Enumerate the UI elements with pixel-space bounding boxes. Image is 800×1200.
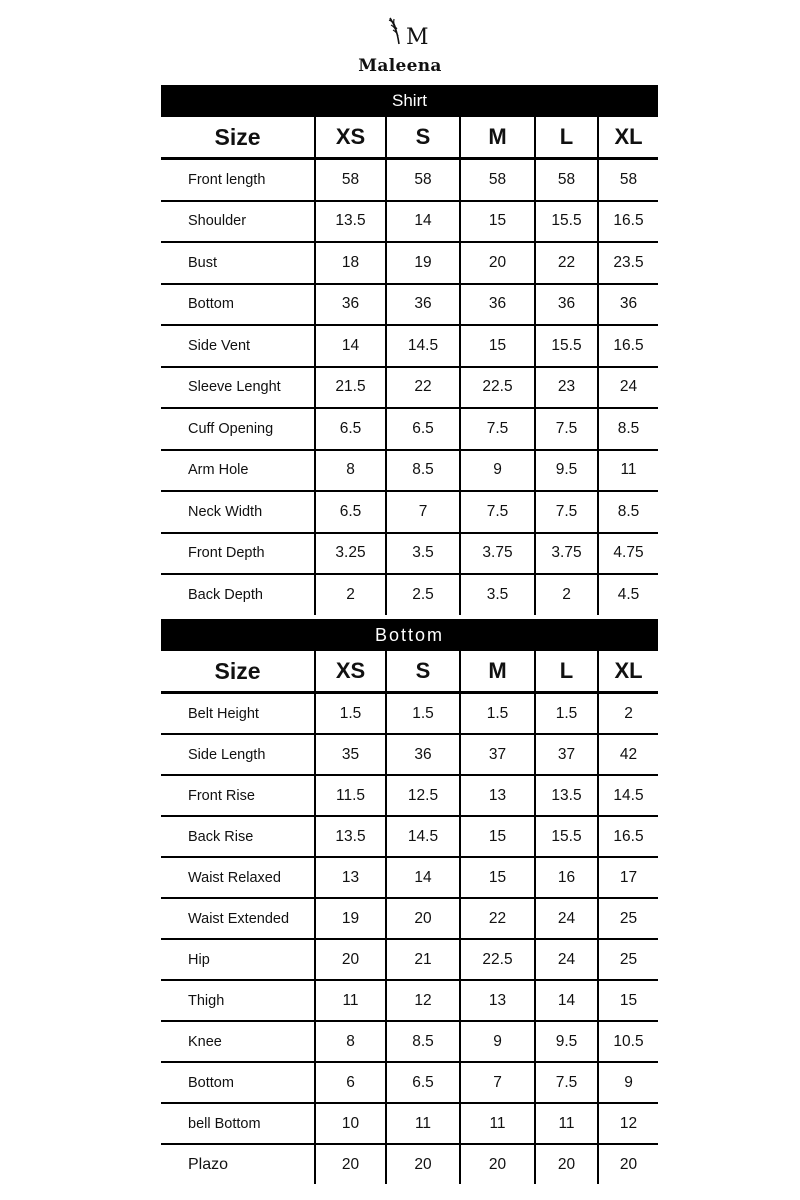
measurement-value: 13	[315, 857, 386, 898]
measurement-value: 4.75	[598, 533, 658, 575]
measurement-value: 18	[315, 242, 386, 284]
measurement-value: 8.5	[386, 1021, 460, 1062]
table-title: Shirt	[161, 85, 658, 117]
measurement-value: 3.75	[535, 533, 598, 575]
measurement-value: 23.5	[598, 242, 658, 284]
table-row	[161, 367, 658, 409]
measurement-value: 13	[460, 775, 535, 816]
measurement-value: 6.5	[315, 408, 386, 450]
measurement-value: 15	[460, 857, 535, 898]
measurement-value: 3.75	[460, 533, 535, 575]
measurement-value: 15.5	[535, 201, 598, 243]
size-m-header: M	[460, 651, 535, 693]
size-xl-header: XL	[598, 117, 658, 159]
table-banner	[161, 619, 658, 651]
measurement-value: 1.5	[535, 693, 598, 735]
measurement-value: 15.5	[535, 325, 598, 367]
shirt-size-table	[161, 85, 658, 615]
measurement-value: 22.5	[460, 367, 535, 409]
measurement-value: 7.5	[535, 491, 598, 533]
measurement-value: 1.5	[315, 693, 386, 735]
measurement-value: 22.5	[460, 939, 535, 980]
measurement-value: 2	[535, 574, 598, 615]
measurement-value: 6.5	[386, 1062, 460, 1103]
measurement-value: 15	[460, 325, 535, 367]
table-row	[161, 816, 658, 857]
measurement-value: 25	[598, 898, 658, 939]
measurement-label: Neck Width	[161, 491, 315, 533]
measurement-value: 6.5	[315, 491, 386, 533]
measurement-label: bell Bottom	[161, 1103, 315, 1144]
table-row	[161, 201, 658, 243]
measurement-value: 36	[460, 284, 535, 326]
measurement-label: Sleeve Lenght	[161, 367, 315, 409]
table-title: Bottom	[161, 619, 658, 651]
measurement-value: 14	[535, 980, 598, 1021]
measurement-value: 14.5	[386, 325, 460, 367]
measurement-value: 10.5	[598, 1021, 658, 1062]
table-row	[161, 1144, 658, 1184]
measurement-value: 7.5	[460, 491, 535, 533]
measurement-value: 11	[315, 980, 386, 1021]
size-header-row	[161, 651, 658, 693]
measurement-value: 2	[315, 574, 386, 615]
measurement-label: Waist Extended	[161, 898, 315, 939]
measurement-value: 8.5	[386, 450, 460, 492]
size-xs-header: XS	[315, 651, 386, 693]
measurement-value: 11	[460, 1103, 535, 1144]
measurement-value: 58	[535, 159, 598, 201]
measurement-value: 2	[598, 693, 658, 735]
table-row	[161, 1021, 658, 1062]
measurement-value: 22	[535, 242, 598, 284]
table-row	[161, 857, 658, 898]
measurement-value: 37	[535, 734, 598, 775]
measurement-value: 7	[460, 1062, 535, 1103]
measurement-value: 6	[315, 1062, 386, 1103]
measurement-value: 20	[315, 939, 386, 980]
measurement-value: 36	[315, 284, 386, 326]
measurement-value: 8.5	[598, 491, 658, 533]
table-row	[161, 284, 658, 326]
svg-text:M: M	[406, 25, 429, 50]
measurement-value: 58	[386, 159, 460, 201]
measurement-value: 2.5	[386, 574, 460, 615]
measurement-value: 3.5	[460, 574, 535, 615]
measurement-label: Shoulder	[161, 201, 315, 243]
measurement-value: 3.25	[315, 533, 386, 575]
measurement-value: 24	[598, 367, 658, 409]
measurement-value: 16	[535, 857, 598, 898]
measurement-value: 20	[535, 1144, 598, 1184]
measurement-label: Belt Height	[161, 693, 315, 735]
measurement-value: 9	[598, 1062, 658, 1103]
feather-m-monogram-icon	[380, 14, 429, 50]
measurement-value: 58	[315, 159, 386, 201]
size-s-header: S	[386, 651, 460, 693]
measurement-value: 9.5	[535, 1021, 598, 1062]
brand-name: Maleena	[358, 56, 442, 76]
measurement-value: 36	[598, 284, 658, 326]
table-row	[161, 533, 658, 575]
size-l-header: L	[535, 117, 598, 159]
measurement-value: 36	[386, 284, 460, 326]
measurement-value: 36	[386, 734, 460, 775]
measurement-label: Front Depth	[161, 533, 315, 575]
measurement-value: 14.5	[386, 816, 460, 857]
measurement-value: 11	[386, 1103, 460, 1144]
measurement-label: Arm Hole	[161, 450, 315, 492]
measurement-label: Waist Relaxed	[161, 857, 315, 898]
measurement-value: 21	[386, 939, 460, 980]
table-row	[161, 898, 658, 939]
bottom-size-table	[161, 619, 658, 1184]
measurement-value: 20	[315, 1144, 386, 1184]
measurement-label: Back Depth	[188, 586, 263, 603]
measurement-value: 11	[598, 450, 658, 492]
measurement-value: 14	[386, 201, 460, 243]
measurement-value: 14	[386, 857, 460, 898]
measurement-value: 21.5	[315, 367, 386, 409]
measurement-value: 22	[386, 367, 460, 409]
table-row	[161, 242, 658, 284]
measurement-value: 8	[315, 450, 386, 492]
measurement-label: Bust	[161, 242, 315, 284]
measurement-label: Knee	[161, 1021, 315, 1062]
measurement-value: 7.5	[535, 1062, 598, 1103]
measurement-value: 13.5	[535, 775, 598, 816]
measurement-value: 20	[460, 1144, 535, 1184]
table-row	[161, 450, 658, 492]
size-xs-header: XS	[315, 117, 386, 159]
measurement-value: 7.5	[460, 408, 535, 450]
measurement-value: 7.5	[535, 408, 598, 450]
measurement-value: 19	[386, 242, 460, 284]
measurement-value: 23	[535, 367, 598, 409]
table-row	[161, 325, 658, 367]
measurement-value: 15	[460, 201, 535, 243]
measurement-value: 9	[460, 1021, 535, 1062]
measurement-value: 15	[460, 816, 535, 857]
measurement-value: 1.5	[386, 693, 460, 735]
size-s-header: S	[386, 117, 460, 159]
measurement-value: 20	[386, 898, 460, 939]
measurement-value: 11	[535, 1103, 598, 1144]
measurement-label: Cuff Opening	[161, 408, 315, 450]
measurement-value: 37	[460, 734, 535, 775]
measurement-value: 15.5	[535, 816, 598, 857]
table-row	[161, 775, 658, 816]
measurement-label: Bottom	[161, 284, 315, 326]
measurement-label: Thigh	[161, 980, 315, 1021]
measurement-label: Hip	[161, 939, 315, 980]
measurement-value: 13.5	[315, 201, 386, 243]
measurement-value: 58	[598, 159, 658, 201]
measurement-value: 16.5	[598, 816, 658, 857]
measurement-value: 17	[598, 857, 658, 898]
measurement-value: 13	[460, 980, 535, 1021]
measurement-label: Front Rise	[161, 775, 315, 816]
measurement-value: 20	[598, 1144, 658, 1184]
size-l-header: L	[535, 651, 598, 693]
measurement-value: 13.5	[315, 816, 386, 857]
measurement-value: 15	[598, 980, 658, 1021]
measurement-value: 19	[315, 898, 386, 939]
table-row	[161, 734, 658, 775]
measurement-value: 8.5	[598, 408, 658, 450]
brand-logo	[0, 14, 800, 77]
measurement-value: 36	[535, 284, 598, 326]
table-row	[161, 980, 658, 1021]
size-m-header: M	[460, 117, 535, 159]
measurement-value: 42	[598, 734, 658, 775]
measurement-value: 11.5	[315, 775, 386, 816]
measurement-label: Side Vent	[161, 325, 315, 367]
size-xl-header: XL	[598, 651, 658, 693]
measurement-value: 20	[386, 1144, 460, 1184]
table-row	[161, 491, 658, 533]
measurement-value: 22	[460, 898, 535, 939]
size-column-header: Size	[161, 117, 315, 159]
size-column-header: Size	[161, 651, 315, 693]
table-row	[161, 693, 658, 735]
measurement-label: Side Length	[161, 734, 315, 775]
measurement-label: Bottom	[161, 1062, 315, 1103]
table-row	[161, 574, 658, 615]
measurement-value: 8	[315, 1021, 386, 1062]
measurement-label: Front length	[161, 159, 315, 201]
measurement-value: 20	[460, 242, 535, 284]
measurement-value: 14	[315, 325, 386, 367]
measurement-value: 12	[598, 1103, 658, 1144]
measurement-value: 35	[315, 734, 386, 775]
measurement-value: 24	[535, 939, 598, 980]
measurement-value: 4.5	[598, 574, 658, 615]
measurement-value: 7	[386, 491, 460, 533]
measurement-value: 14.5	[598, 775, 658, 816]
measurement-value: 16.5	[598, 201, 658, 243]
measurement-value: 25	[598, 939, 658, 980]
measurement-value: 12.5	[386, 775, 460, 816]
measurement-value: 58	[460, 159, 535, 201]
size-header-row	[161, 117, 658, 159]
table-row	[161, 939, 658, 980]
measurement-value: 10	[315, 1103, 386, 1144]
measurement-label: Plazo	[188, 1155, 229, 1173]
measurement-value: 9.5	[535, 450, 598, 492]
measurement-value: 1.5	[460, 693, 535, 735]
measurement-label: Back Rise	[161, 816, 315, 857]
measurement-value: 9	[460, 450, 535, 492]
measurement-value: 16.5	[598, 325, 658, 367]
table-row	[161, 408, 658, 450]
table-row	[161, 1062, 658, 1103]
measurement-value: 12	[386, 980, 460, 1021]
table-row	[161, 1103, 658, 1144]
measurement-value: 6.5	[386, 408, 460, 450]
table-row	[161, 159, 658, 201]
measurement-value: 3.5	[386, 533, 460, 575]
measurement-value: 24	[535, 898, 598, 939]
table-banner	[161, 85, 658, 117]
